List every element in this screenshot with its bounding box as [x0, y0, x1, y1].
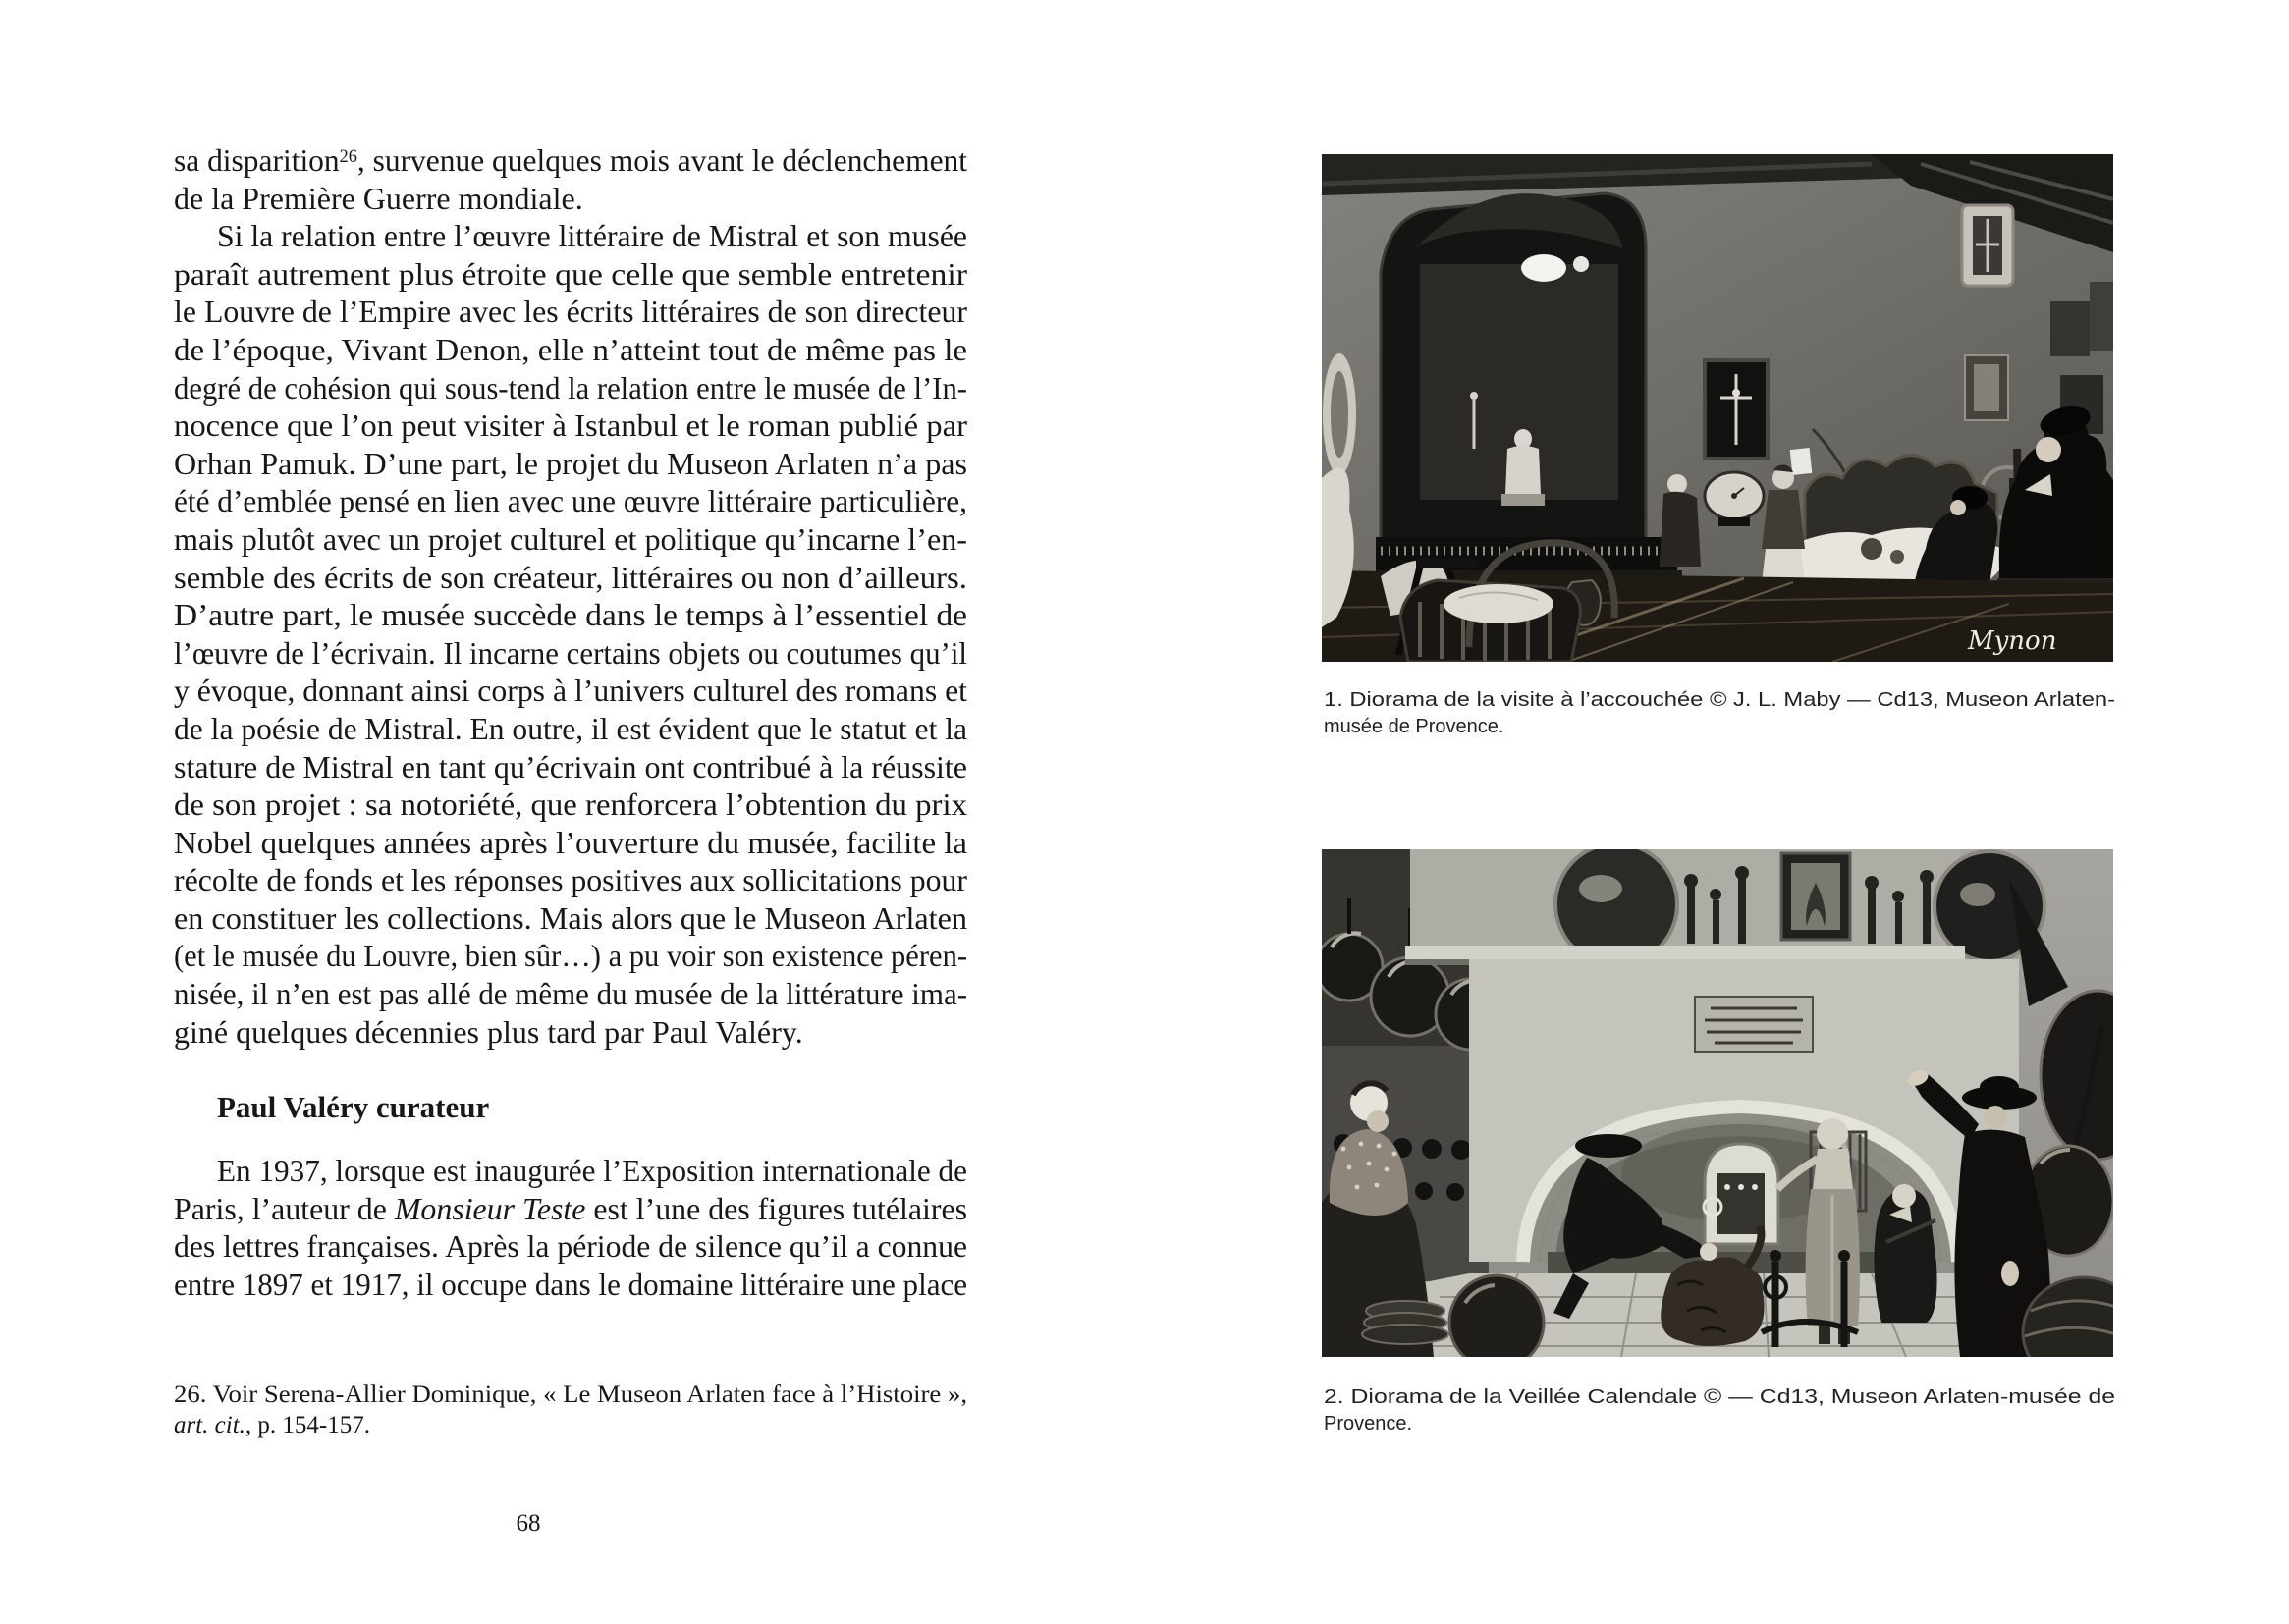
- text-segment: Provence.: [1324, 1413, 1413, 1435]
- text-segment: , survenue quelques mois avant le déclenchement: [356, 142, 967, 178]
- text-line: [174, 1410, 967, 1440]
- text-segment: art. cit.: [174, 1412, 245, 1438]
- text-segment: nisée, il n’en est pas allé de même du musée de la littérature ima-: [174, 976, 967, 1012]
- text-line: [174, 634, 967, 673]
- text-segment: semble des écrits de son créateur, littéraires ou non d’ailleurs.: [174, 559, 967, 595]
- text-segment: 26: [339, 146, 357, 168]
- text-segment: de son projet : sa notoriété, que renforcera l’obtention du prix: [174, 786, 968, 823]
- text-line: [174, 369, 967, 407]
- text-line: [174, 141, 967, 180]
- text-segment: nocence que l’on peut visiter à Istanbul et le roman publié par: [174, 407, 967, 444]
- text-line: [174, 255, 967, 294]
- text-segment: Paris, l’auteur de: [174, 1190, 395, 1226]
- text-line: [174, 861, 967, 899]
- text-segment: 1. Diorama de la visite à l’accouchée © J. L. Maby — Cd13, Museon Arlaten-: [1324, 689, 2115, 711]
- text-line: [174, 406, 967, 445]
- page-number: 68: [516, 1510, 541, 1537]
- text-segment: été d’emblée pensé en lien avec une œuvre littéraire particulière,: [174, 483, 967, 519]
- text-segment: Nobel quelques années après l’ouverture du musée, facilite la: [174, 824, 968, 860]
- text-line: [174, 710, 967, 748]
- text-line: [174, 293, 967, 331]
- text-line: [174, 824, 967, 862]
- text-segment: musée de Provence.: [1324, 716, 1504, 737]
- text-segment: , p. 154-157.: [245, 1412, 370, 1438]
- text-line: [174, 672, 967, 710]
- text-line: [174, 937, 967, 975]
- text-segment: degré de cohésion qui sous-tend la relation entre le musée de l’In-: [174, 369, 967, 406]
- text-segment: de la poésie de Mistral. En outre, il est évident que le statut et la: [174, 710, 967, 746]
- text-line: [174, 975, 967, 1013]
- text-segment: de la Première Guerre mondiale.: [174, 180, 583, 216]
- text-line: [174, 1227, 967, 1266]
- text-line: [174, 1380, 967, 1410]
- text-line: [174, 331, 967, 369]
- crucifix-frame: [1705, 360, 1768, 459]
- text-segment: l’œuvre de l’écrivain. Il incarne certains objets ou coutumes qu’il: [174, 634, 967, 671]
- text-line: [174, 1152, 967, 1190]
- text-segment: Monsieur Teste: [394, 1190, 586, 1226]
- text-line: [174, 899, 967, 938]
- text-segment: récolte de fonds et les réponses positives aux sollicitations pour: [174, 862, 967, 898]
- photographer-signature: Mynon: [1968, 626, 2057, 656]
- seated-woman-figure: [1874, 1184, 1936, 1323]
- text-line: [174, 445, 967, 483]
- text-segment: En 1937, lorsque est inaugurée l’Exposition internationale de: [217, 1153, 967, 1189]
- text-segment: en constituer les collections. Mais alors que le Museon Arlaten: [174, 899, 967, 936]
- section-heading: Paul Valéry curateur: [217, 1089, 490, 1124]
- text-line: [174, 1266, 967, 1304]
- photo-2-illustration: [1322, 849, 2113, 1357]
- text-segment: stature de Mistral en tant qu’écrivain ont contribué à la réussite: [174, 748, 967, 785]
- text-line: [1324, 687, 2115, 714]
- text-segment: le Louvre de l’Empire avec les écrits littéraires de son directeur: [174, 294, 967, 330]
- photo-1-illustration: [1322, 154, 2113, 662]
- figure-1-photo-diorama-accouchee: [1322, 154, 2113, 662]
- text-segment: des lettres françaises. Après la période de silence qu’il a connue: [174, 1228, 967, 1265]
- mirror-armoire: [1376, 193, 1682, 578]
- text-line: [1324, 1384, 2115, 1411]
- figure-2-photo-diorama-veillee: [1322, 849, 2113, 1357]
- footnote: [174, 1380, 967, 1440]
- text-line: [174, 1013, 967, 1052]
- figure-2-caption: [1324, 1384, 2115, 1437]
- text-line: [1324, 714, 2115, 740]
- text-line: [1324, 1411, 2115, 1437]
- text-line: [174, 748, 967, 786]
- paragraph-block-1: [174, 141, 967, 1051]
- text-segment: Orhan Pamuk. D’une part, le projet du Museon Arlaten n’a pas: [174, 445, 968, 481]
- text-line: [174, 1190, 967, 1228]
- text-line: [174, 596, 967, 634]
- text-line: [174, 482, 967, 520]
- text-line: [174, 520, 967, 559]
- text-segment: de l’époque, Vivant Denon, elle n’atteint tout de même pas le: [174, 331, 968, 367]
- paragraph-block-2: [174, 1152, 967, 1303]
- text-line: [174, 785, 967, 824]
- text-line: [174, 217, 967, 255]
- figure-1-caption: [1324, 687, 2115, 740]
- text-segment: mais plutôt avec un projet culturel et politique qu’incarne l’en-: [174, 520, 968, 557]
- ornate-frame-left: [1323, 353, 1356, 475]
- text-segment: D’autre part, le musée succède dans le temps à l’essentiel de: [174, 597, 968, 633]
- text-segment: giné quelques décennies plus tard par Paul Valéry.: [174, 1013, 803, 1050]
- text-segment: Si la relation entre l’œuvre littéraire de Mistral et son musée: [217, 218, 967, 254]
- shelf-and-objects: [1405, 849, 2044, 965]
- text-segment: (et le musée du Louvre, bien sûr…) a pu voir son existence péren-: [174, 938, 967, 974]
- body-text-column: [174, 141, 967, 1304]
- text-segment: entre 1897 et 1917, il occupe dans le domaine littéraire une place: [174, 1266, 967, 1302]
- text-segment: paraît autrement plus étroite que celle que semble entretenir: [174, 255, 967, 292]
- text-segment: 2. Diorama de la Veillée Calendale © — Cd13, Museon Arlaten-musée de: [1324, 1386, 2115, 1408]
- text-segment: 26. Voir Serena-Allier Dominique, « Le Museon Arlaten face à l’Histoire »,: [174, 1381, 967, 1408]
- text-line: [174, 559, 967, 597]
- text-segment: y évoque, donnant ainsi corps à l’univers culturel des romans et: [174, 673, 967, 709]
- text-segment: sa disparition: [174, 142, 340, 178]
- text-segment: est l’une des figures tutélaires: [585, 1190, 967, 1226]
